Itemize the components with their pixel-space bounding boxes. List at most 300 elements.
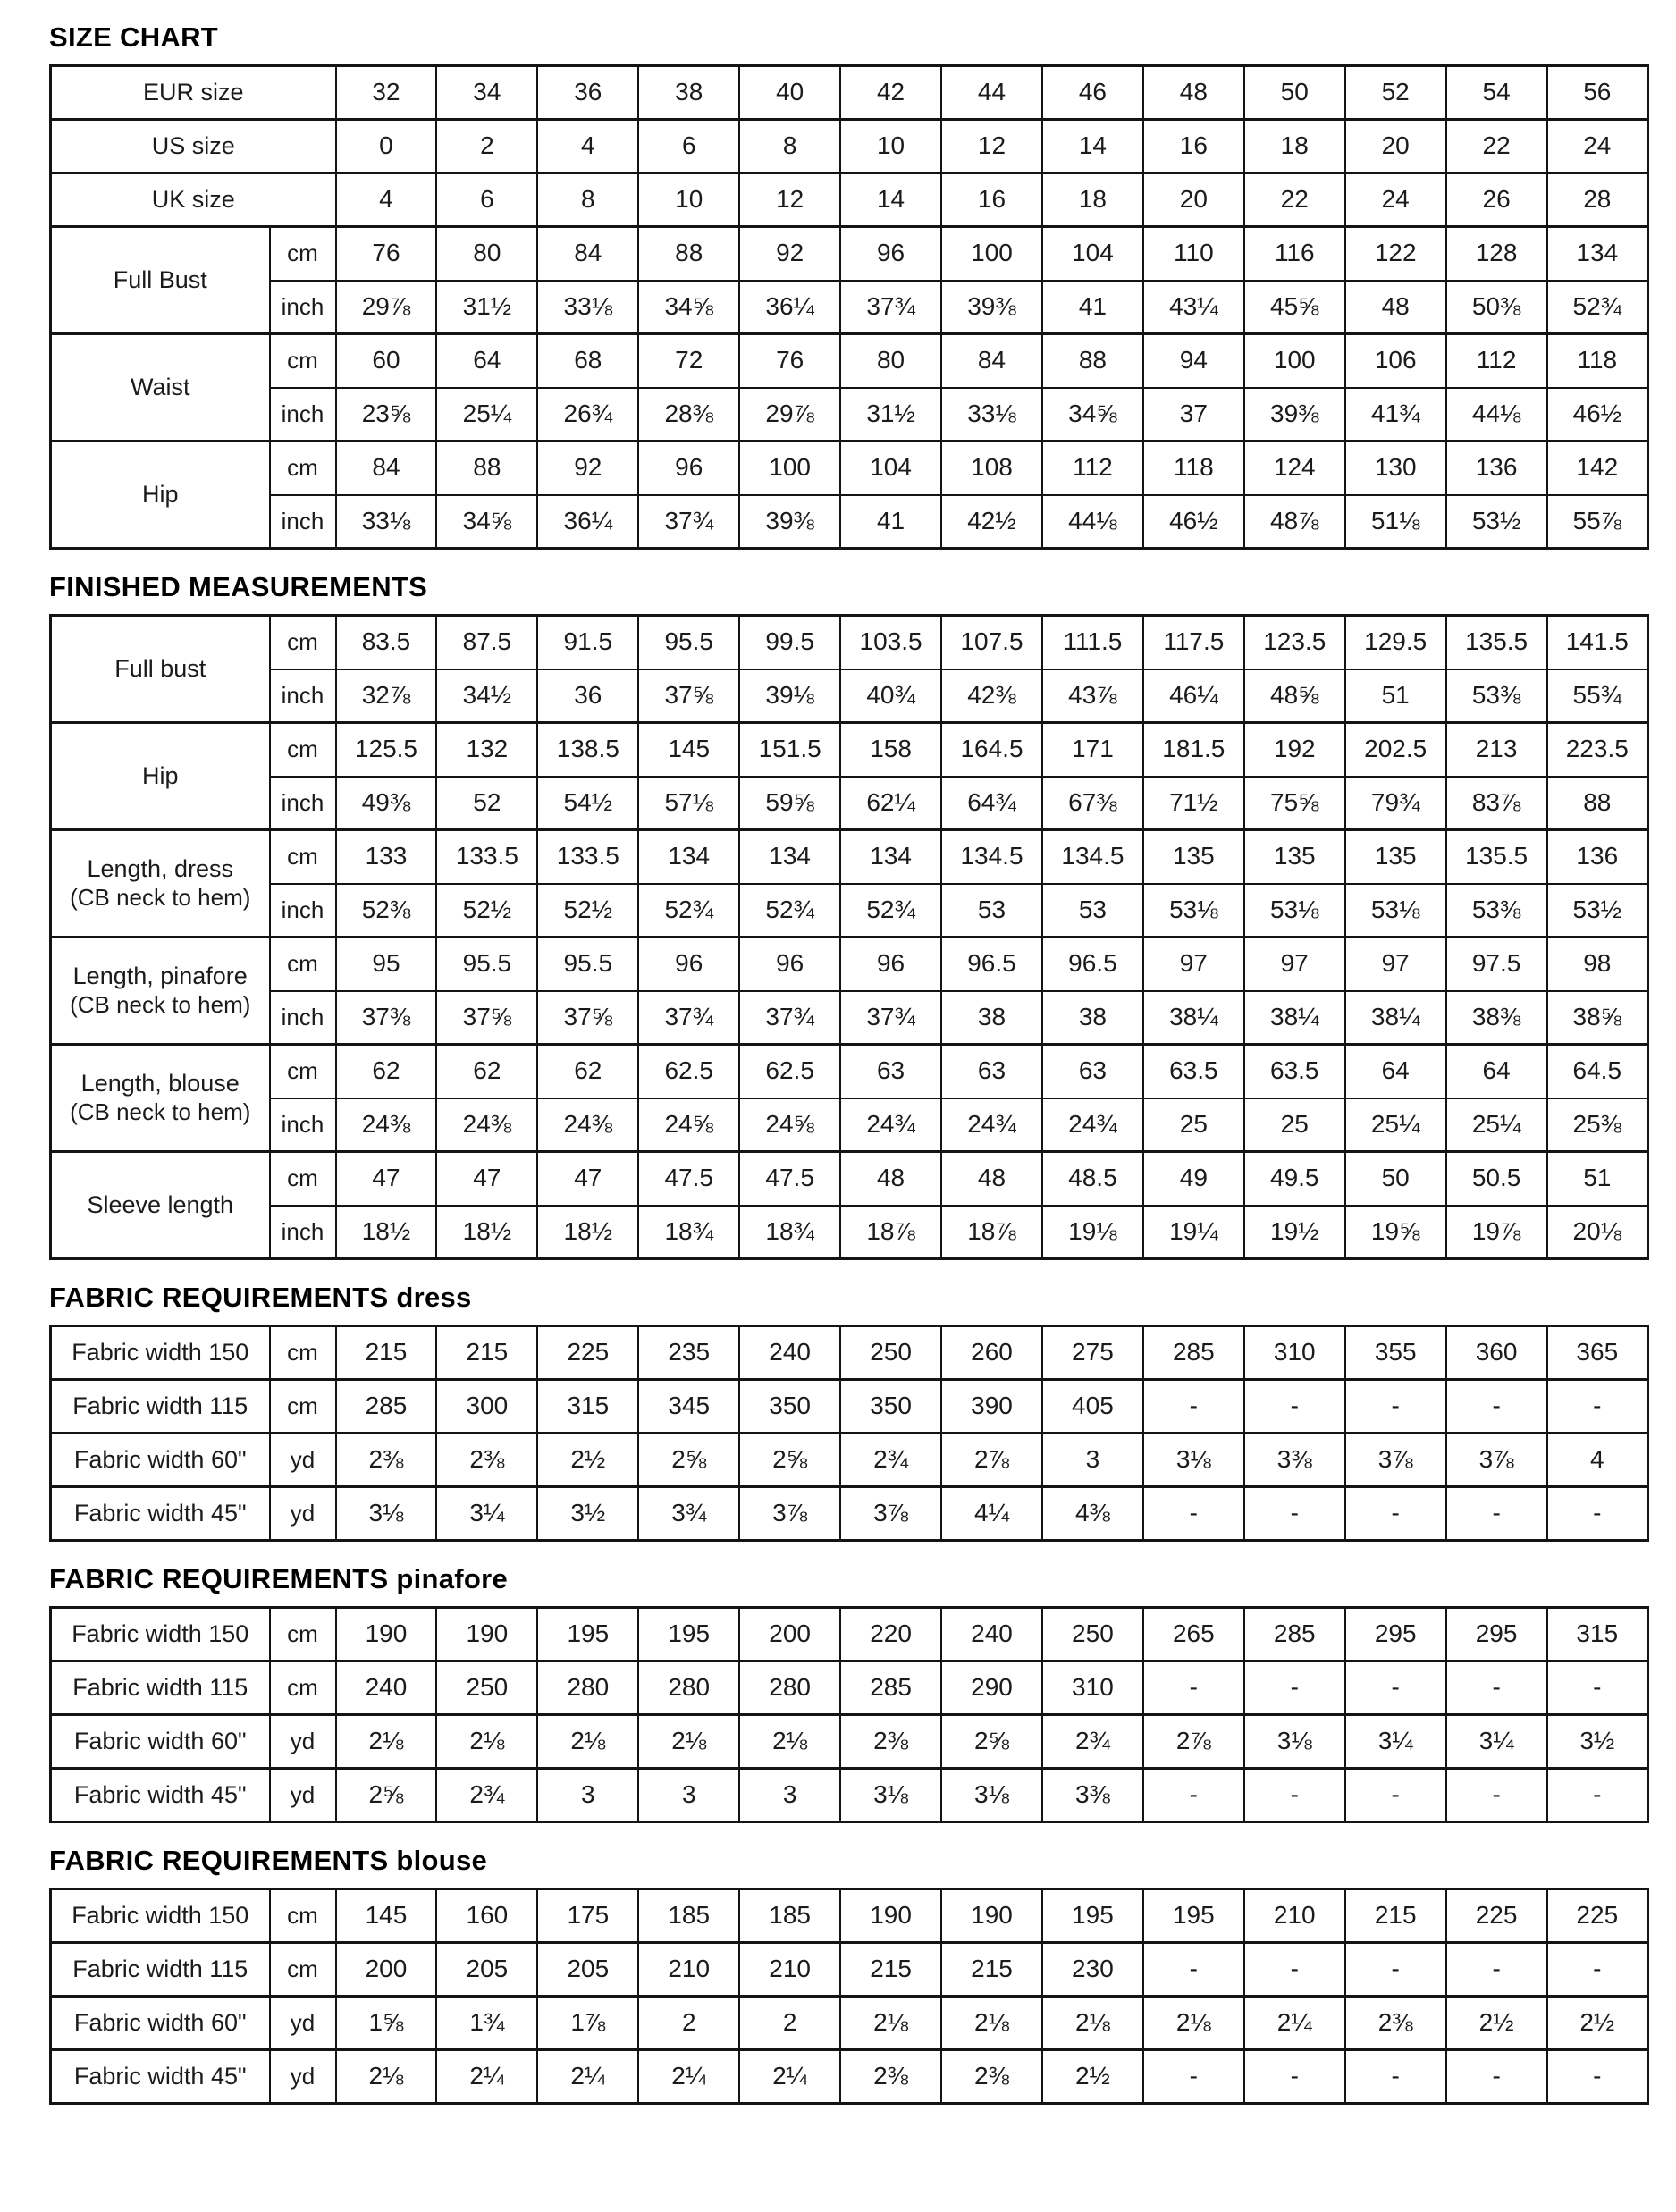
value-cell: 130	[1345, 442, 1446, 495]
value-cell: 43⅞	[1042, 669, 1143, 723]
value-cell: 97.5	[1446, 938, 1547, 991]
value-cell: 164.5	[941, 723, 1042, 777]
value-cell: 108	[941, 442, 1042, 495]
value-cell: 55⅞	[1547, 495, 1648, 549]
value-cell: 31½	[840, 388, 941, 442]
value-cell: 136	[1446, 442, 1547, 495]
value-cell: 250	[436, 1661, 537, 1715]
value-cell: 2⅛	[436, 1715, 537, 1769]
measurement-row	[51, 281, 1648, 334]
size-value-cell: 10	[638, 173, 739, 227]
value-cell: 47.5	[739, 1152, 840, 1206]
value-cell: 158	[840, 723, 941, 777]
value-cell: 3⅞	[739, 1487, 840, 1541]
fabric-row	[51, 1769, 1648, 1822]
row-label-text: Length, pinafore	[72, 963, 248, 990]
value-cell: 79¾	[1345, 777, 1446, 830]
fabric-requirements-dress-table	[49, 1325, 1649, 1542]
row-label-text: Sleeve length	[87, 1190, 234, 1218]
value-cell: 64¾	[941, 777, 1042, 830]
value-cell: 94	[1143, 334, 1244, 388]
value-cell: 2⅛	[739, 1715, 840, 1769]
size-value-cell: 6	[436, 173, 537, 227]
measurement-row	[51, 884, 1648, 938]
value-cell: 92	[739, 227, 840, 281]
size-value-cell: 38	[638, 66, 739, 120]
value-cell: 33⅛	[941, 388, 1042, 442]
value-cell: 84	[537, 227, 638, 281]
value-cell: 96	[739, 938, 840, 991]
value-cell: 25¼	[436, 388, 537, 442]
value-cell: -	[1345, 2050, 1446, 2104]
value-cell: 125.5	[336, 723, 437, 777]
value-cell: 2½	[537, 1434, 638, 1487]
size-value-cell: 52	[1345, 66, 1446, 120]
value-cell: 104	[840, 442, 941, 495]
value-cell: 76	[739, 334, 840, 388]
row-sublabel-text: (CB neck to hem)	[70, 884, 251, 912]
size-value-cell: 22	[1244, 173, 1345, 227]
value-cell: 23⅝	[336, 388, 437, 442]
value-cell: 2⅝	[638, 1434, 739, 1487]
value-cell: 25⅜	[1547, 1098, 1648, 1152]
value-cell: 285	[336, 1380, 437, 1434]
row-label	[51, 173, 336, 227]
value-cell: 91.5	[537, 616, 638, 669]
unit-cell: yd	[270, 1769, 336, 1822]
value-cell: 2¼	[436, 2050, 537, 2104]
row-label-text: Fabric width 45"	[73, 1499, 247, 1527]
value-cell: 39⅜	[941, 281, 1042, 334]
value-cell: 280	[739, 1661, 840, 1715]
value-cell: 53	[1042, 884, 1143, 938]
row-label-text: UK size	[151, 185, 235, 213]
value-cell: -	[1143, 1769, 1244, 1822]
value-cell: 1⅝	[336, 1997, 437, 2050]
row-label	[51, 2050, 270, 2104]
value-cell: 88	[638, 227, 739, 281]
value-cell: 88	[1042, 334, 1143, 388]
unit-cell: cm	[270, 723, 336, 777]
value-cell: 2⅜	[436, 1434, 537, 1487]
value-cell: 134	[638, 830, 739, 884]
value-cell: 62.5	[638, 1045, 739, 1098]
value-cell: 240	[336, 1661, 437, 1715]
size-value-cell: 18	[1244, 120, 1345, 173]
value-cell: 46½	[1143, 495, 1244, 549]
value-cell: 285	[1143, 1326, 1244, 1380]
value-cell: 190	[941, 1889, 1042, 1943]
value-cell: 42½	[941, 495, 1042, 549]
value-cell: 185	[739, 1889, 840, 1943]
value-cell: 71½	[1143, 777, 1244, 830]
value-cell: 3	[1042, 1434, 1143, 1487]
value-cell: -	[1446, 1487, 1547, 1541]
unit-cell: yd	[270, 1487, 336, 1541]
finished-measurements-title: FINISHED MEASUREMENTS	[49, 571, 428, 602]
value-cell: 28⅜	[638, 388, 739, 442]
value-cell: 310	[1042, 1661, 1143, 1715]
value-cell: 38⅝	[1547, 991, 1648, 1045]
value-cell: 26¾	[537, 388, 638, 442]
unit-cell: inch	[270, 669, 336, 723]
value-cell: 100	[941, 227, 1042, 281]
value-cell: 52¾	[638, 884, 739, 938]
row-label	[51, 723, 270, 830]
value-cell: 63	[1042, 1045, 1143, 1098]
value-cell: 37	[1143, 388, 1244, 442]
value-cell: 48	[1345, 281, 1446, 334]
value-cell: 3⅜	[1244, 1434, 1345, 1487]
row-label	[51, 1943, 270, 1997]
value-cell: 135.5	[1446, 830, 1547, 884]
fabric-row	[51, 2050, 1648, 2104]
value-cell: 202.5	[1345, 723, 1446, 777]
fabric-row	[51, 1889, 1648, 1943]
value-cell: 37¾	[739, 991, 840, 1045]
row-label-text: Fabric width 150	[72, 1619, 249, 1647]
value-cell: 24⅜	[537, 1098, 638, 1152]
value-cell: 53	[941, 884, 1042, 938]
value-cell: 53⅜	[1446, 884, 1547, 938]
value-cell: 2¼	[638, 2050, 739, 2104]
value-cell: 52	[436, 777, 537, 830]
fabric-requirements-blouse-title: FABRIC REQUIREMENTS blouse	[49, 1845, 488, 1876]
value-cell: 365	[1547, 1326, 1648, 1380]
row-label-text: Length, dress	[87, 855, 234, 883]
value-cell: 48.5	[1042, 1152, 1143, 1206]
value-cell: 80	[840, 334, 941, 388]
value-cell: 43¼	[1143, 281, 1244, 334]
value-cell: 34⅝	[1042, 388, 1143, 442]
unit-cell: cm	[270, 938, 336, 991]
row-label-text: Fabric width 60"	[73, 1445, 247, 1473]
value-cell: 195	[537, 1608, 638, 1661]
value-cell: -	[1446, 2050, 1547, 2104]
value-cell: 104	[1042, 227, 1143, 281]
size-value-cell: 56	[1547, 66, 1648, 120]
row-label	[51, 66, 336, 120]
row-label-text: Fabric width 115	[72, 1955, 248, 1982]
value-cell: 75⅝	[1244, 777, 1345, 830]
value-cell: 87.5	[436, 616, 537, 669]
value-cell: 25¼	[1345, 1098, 1446, 1152]
value-cell: 95.5	[537, 938, 638, 991]
value-cell: 230	[1042, 1943, 1143, 1997]
unit-cell: cm	[270, 442, 336, 495]
value-cell: 47.5	[638, 1152, 739, 1206]
value-cell: 38¼	[1345, 991, 1446, 1045]
value-cell: 350	[840, 1380, 941, 1434]
value-cell: 18½	[336, 1206, 437, 1259]
value-cell: 106	[1345, 334, 1446, 388]
value-cell: 225	[1446, 1889, 1547, 1943]
row-label	[51, 616, 270, 723]
unit-cell: cm	[270, 1326, 336, 1380]
unit-cell: cm	[270, 227, 336, 281]
unit-cell: yd	[270, 1715, 336, 1769]
size-value-cell: 0	[336, 120, 437, 173]
value-cell: 44⅛	[1042, 495, 1143, 549]
value-cell: 2¾	[840, 1434, 941, 1487]
value-cell: 49⅜	[336, 777, 437, 830]
value-cell: 210	[1244, 1889, 1345, 1943]
value-cell: 62	[436, 1045, 537, 1098]
value-cell: 145	[638, 723, 739, 777]
fabric-requirements-blouse-table-container	[49, 1888, 1649, 2105]
size-value-cell: 34	[436, 66, 537, 120]
size-value-cell: 8	[537, 173, 638, 227]
row-label	[51, 1487, 270, 1541]
value-cell: 25¼	[1446, 1098, 1547, 1152]
value-cell: 190	[336, 1608, 437, 1661]
value-cell: 68	[537, 334, 638, 388]
row-label-text: Fabric width 150	[72, 1901, 249, 1929]
unit-cell: cm	[270, 616, 336, 669]
value-cell: 112	[1446, 334, 1547, 388]
measurement-row	[51, 442, 1648, 495]
measurement-row	[51, 938, 1648, 991]
value-cell: 225	[537, 1326, 638, 1380]
size-value-cell: 40	[739, 66, 840, 120]
value-cell: 62	[537, 1045, 638, 1098]
size-value-cell: 16	[941, 173, 1042, 227]
value-cell: 215	[840, 1943, 941, 1997]
value-cell: 64	[1345, 1045, 1446, 1098]
value-cell: 2¾	[1042, 1715, 1143, 1769]
value-cell: 46½	[1547, 388, 1648, 442]
value-cell: 111.5	[1042, 616, 1143, 669]
unit-cell: inch	[270, 495, 336, 549]
value-cell: 62	[336, 1045, 437, 1098]
value-cell: -	[1143, 2050, 1244, 2104]
value-cell: 53⅛	[1244, 884, 1345, 938]
value-cell: 135	[1244, 830, 1345, 884]
fabric-requirements-blouse-table	[49, 1888, 1649, 2105]
value-cell: 36	[537, 669, 638, 723]
value-cell: 95	[336, 938, 437, 991]
value-cell: 63.5	[1244, 1045, 1345, 1098]
value-cell: 96	[638, 442, 739, 495]
size-value-cell: 20	[1345, 120, 1446, 173]
value-cell: 210	[739, 1943, 840, 1997]
value-cell: 141.5	[1547, 616, 1648, 669]
value-cell: -	[1446, 1943, 1547, 1997]
value-cell: 57⅛	[638, 777, 739, 830]
size-value-cell: 44	[941, 66, 1042, 120]
size-value-cell: 14	[840, 173, 941, 227]
finished-measurements-table	[49, 614, 1649, 1260]
value-cell: -	[1345, 1487, 1446, 1541]
unit-cell: cm	[270, 1045, 336, 1098]
value-cell: 280	[537, 1661, 638, 1715]
value-cell: 19⅛	[1042, 1206, 1143, 1259]
value-cell: 25	[1244, 1098, 1345, 1152]
value-cell: 51⅛	[1345, 495, 1446, 549]
value-cell: 2⅜	[840, 2050, 941, 2104]
value-cell: 63	[840, 1045, 941, 1098]
value-cell: 3½	[537, 1487, 638, 1541]
value-cell: 18⅞	[941, 1206, 1042, 1259]
value-cell: -	[1244, 1380, 1345, 1434]
fabric-row	[51, 1715, 1648, 1769]
unit-cell: cm	[270, 1661, 336, 1715]
value-cell: 2⅜	[941, 2050, 1042, 2104]
fabric-row	[51, 1943, 1648, 1997]
value-cell: 360	[1446, 1326, 1547, 1380]
value-cell: 175	[537, 1889, 638, 1943]
row-sublabel-text: (CB neck to hem)	[70, 1098, 251, 1126]
value-cell: 3⅛	[840, 1769, 941, 1822]
value-cell: 315	[1547, 1608, 1648, 1661]
value-cell: 2⅛	[1143, 1997, 1244, 2050]
value-cell: 2½	[1042, 2050, 1143, 2104]
value-cell: 96	[638, 938, 739, 991]
value-cell: 124	[1244, 442, 1345, 495]
value-cell: 52½	[436, 884, 537, 938]
value-cell: 99.5	[739, 616, 840, 669]
value-cell: 48⅞	[1244, 495, 1345, 549]
value-cell: 2⅞	[1143, 1715, 1244, 1769]
value-cell: 55¾	[1547, 669, 1648, 723]
unit-cell: inch	[270, 1206, 336, 1259]
size-header-row	[51, 120, 1648, 173]
row-label	[51, 1045, 270, 1152]
value-cell: 405	[1042, 1380, 1143, 1434]
measurement-row	[51, 991, 1648, 1045]
value-cell: 355	[1345, 1326, 1446, 1380]
value-cell: 136	[1547, 830, 1648, 884]
value-cell: 200	[739, 1608, 840, 1661]
value-cell: 52⅜	[336, 884, 437, 938]
value-cell: 2½	[1547, 1997, 1648, 2050]
value-cell: 134.5	[941, 830, 1042, 884]
value-cell: 19⅝	[1345, 1206, 1446, 1259]
value-cell: -	[1345, 1769, 1446, 1822]
value-cell: 64	[436, 334, 537, 388]
value-cell: 34⅝	[436, 495, 537, 549]
row-label	[51, 120, 336, 173]
value-cell: 205	[436, 1943, 537, 1997]
unit-cell: cm	[270, 1943, 336, 1997]
row-label	[51, 1608, 270, 1661]
value-cell: 250	[1042, 1608, 1143, 1661]
value-cell: 2⅛	[537, 1715, 638, 1769]
row-label	[51, 442, 270, 549]
value-cell: -	[1143, 1661, 1244, 1715]
value-cell: 45⅝	[1244, 281, 1345, 334]
size-value-cell: 24	[1547, 120, 1648, 173]
value-cell: 2	[638, 1997, 739, 2050]
value-cell: 96	[840, 227, 941, 281]
value-cell: 52¾	[840, 884, 941, 938]
fabric-requirements-pinafore-table	[49, 1606, 1649, 1823]
value-cell: 110	[1143, 227, 1244, 281]
value-cell: 46¼	[1143, 669, 1244, 723]
value-cell: 29⅞	[336, 281, 437, 334]
value-cell: 4	[1547, 1434, 1648, 1487]
row-label	[51, 1326, 270, 1380]
value-cell: 2¼	[1244, 1997, 1345, 2050]
value-cell: 195	[1143, 1889, 1244, 1943]
value-cell: 88	[436, 442, 537, 495]
value-cell: 235	[638, 1326, 739, 1380]
value-cell: 345	[638, 1380, 739, 1434]
value-cell: 3¾	[638, 1487, 739, 1541]
value-cell: 2⅜	[1345, 1997, 1446, 2050]
value-cell: 3	[638, 1769, 739, 1822]
value-cell: 36¼	[537, 495, 638, 549]
value-cell: 18¾	[739, 1206, 840, 1259]
value-cell: 49.5	[1244, 1152, 1345, 1206]
value-cell: 60	[336, 334, 437, 388]
value-cell: 310	[1244, 1326, 1345, 1380]
value-cell: 138.5	[537, 723, 638, 777]
value-cell: 39⅜	[739, 495, 840, 549]
size-value-cell: 6	[638, 120, 739, 173]
unit-cell: inch	[270, 777, 336, 830]
value-cell: -	[1244, 1661, 1345, 1715]
row-label	[51, 227, 270, 334]
value-cell: 92	[537, 442, 638, 495]
value-cell: -	[1446, 1661, 1547, 1715]
fabric-row	[51, 1380, 1648, 1434]
unit-cell: yd	[270, 1997, 336, 2050]
size-value-cell: 8	[739, 120, 840, 173]
value-cell: 24⅝	[638, 1098, 739, 1152]
value-cell: 47	[537, 1152, 638, 1206]
value-cell: 3	[739, 1769, 840, 1822]
value-cell: 160	[436, 1889, 537, 1943]
size-value-cell: 46	[1042, 66, 1143, 120]
value-cell: 53½	[1446, 495, 1547, 549]
value-cell: 29⅞	[739, 388, 840, 442]
unit-cell: inch	[270, 388, 336, 442]
value-cell: 18¾	[638, 1206, 739, 1259]
value-cell: 33⅛	[336, 495, 437, 549]
unit-cell: inch	[270, 884, 336, 938]
size-value-cell: 28	[1547, 173, 1648, 227]
value-cell: 265	[1143, 1608, 1244, 1661]
row-label-text: Fabric width 45"	[73, 2062, 247, 2090]
value-cell: -	[1345, 1943, 1446, 1997]
value-cell: 2¾	[436, 1769, 537, 1822]
value-cell: 32⅞	[336, 669, 437, 723]
value-cell: 260	[941, 1326, 1042, 1380]
value-cell: 39⅛	[739, 669, 840, 723]
value-cell: 133.5	[436, 830, 537, 884]
row-label	[51, 1889, 270, 1943]
value-cell: 37¾	[840, 991, 941, 1045]
row-label-text: Fabric width 60"	[73, 1727, 247, 1754]
value-cell: 24⅜	[336, 1098, 437, 1152]
size-value-cell: 4	[537, 120, 638, 173]
unit-cell: inch	[270, 991, 336, 1045]
fabric-requirements-blouse-section	[49, 1845, 1649, 2105]
value-cell: 132	[436, 723, 537, 777]
value-cell: 295	[1345, 1608, 1446, 1661]
row-label-text: Full Bust	[113, 265, 207, 293]
value-cell: 190	[840, 1889, 941, 1943]
measurement-row	[51, 723, 1648, 777]
value-cell: 118	[1547, 334, 1648, 388]
unit-cell: inch	[270, 1098, 336, 1152]
size-value-cell: 48	[1143, 66, 1244, 120]
unit-cell: cm	[270, 1608, 336, 1661]
value-cell: 2⅛	[336, 2050, 437, 2104]
value-cell: -	[1547, 1943, 1648, 1997]
value-cell: 134	[1547, 227, 1648, 281]
